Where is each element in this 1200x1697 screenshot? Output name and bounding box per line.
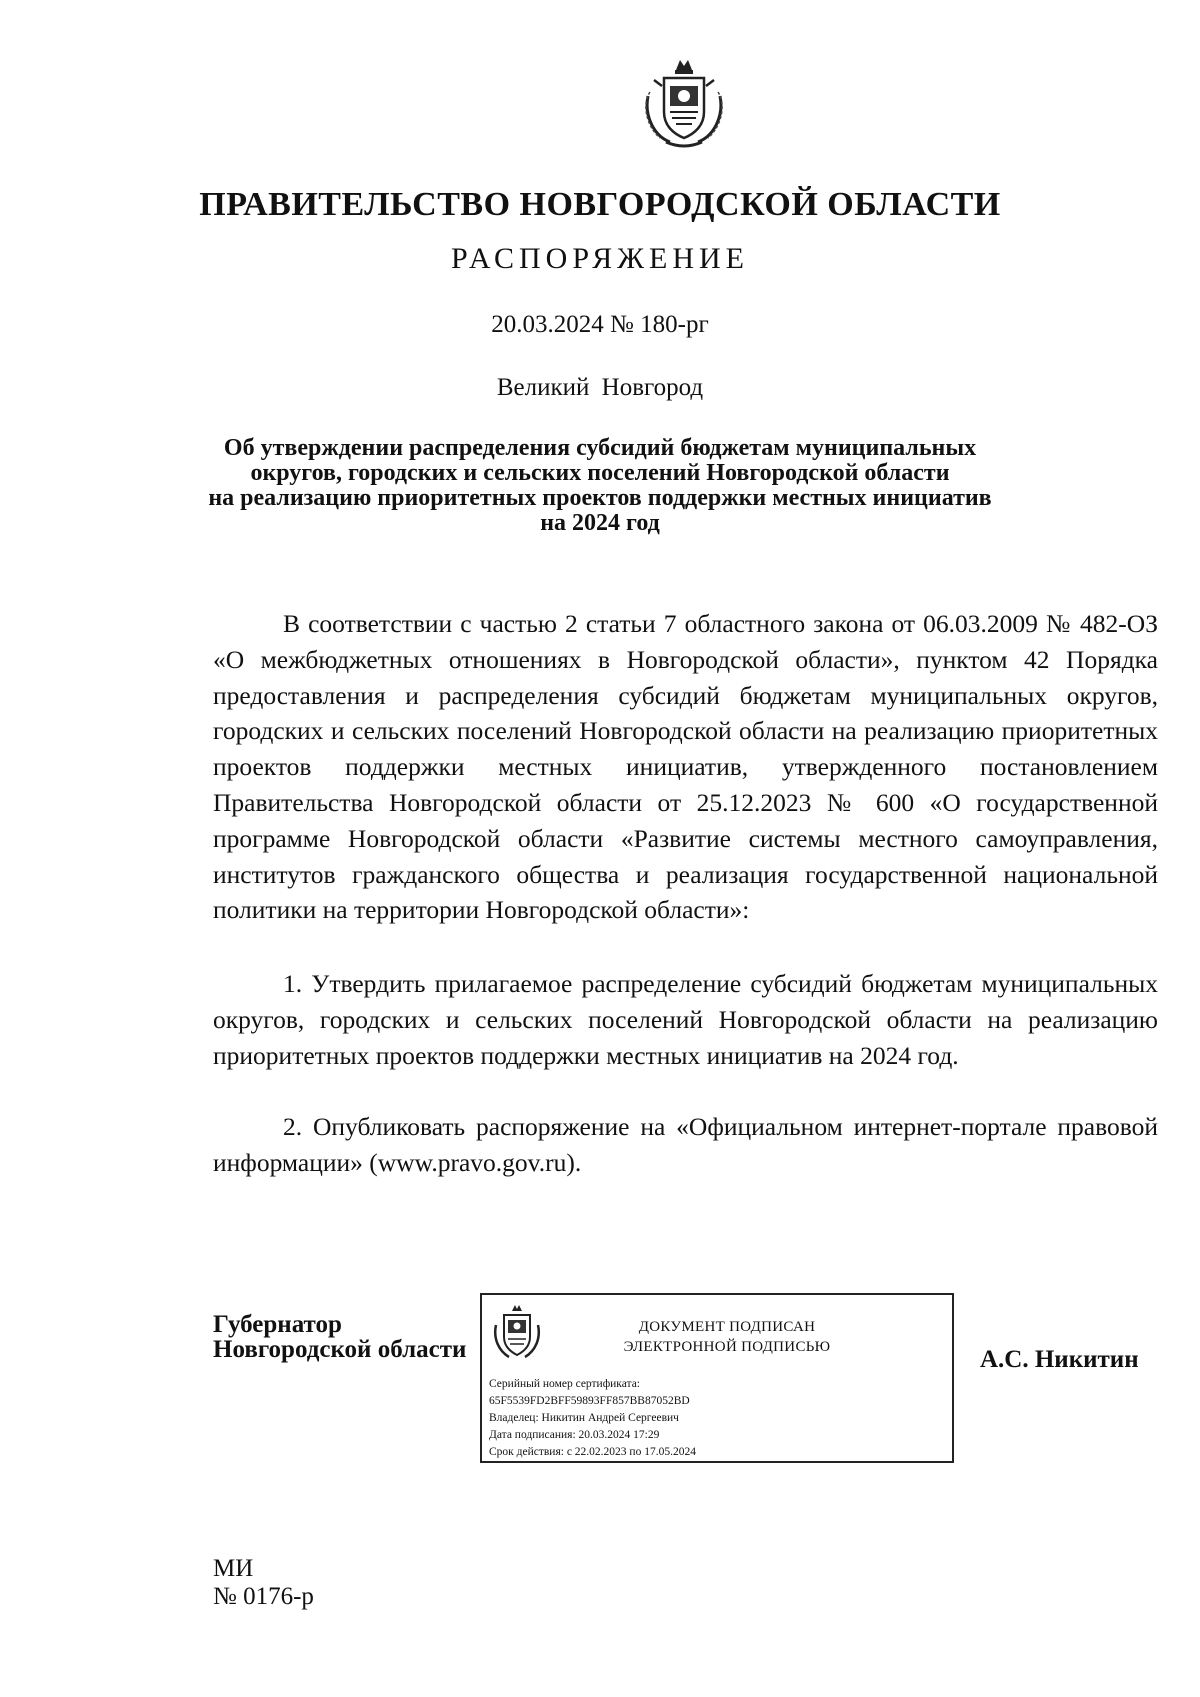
stamp-details bbox=[489, 1376, 696, 1461]
footer-initials: МИ bbox=[213, 1555, 254, 1582]
stamp-heading-line: ДОКУМЕНТ ПОДПИСАН bbox=[638, 1319, 816, 1335]
position-line: Новгородской области bbox=[213, 1336, 467, 1363]
stamp-cert-label: Серийный номер сертификата: bbox=[489, 1378, 640, 1390]
position-line: Губернатор bbox=[213, 1311, 342, 1338]
stamp-validity: Срок действия: с 22.02.2023 по 17.05.2024 bbox=[489, 1446, 696, 1458]
signatory-name: А.С. Никитин bbox=[980, 1346, 1139, 1373]
footer-reference bbox=[213, 1555, 314, 1611]
document-title bbox=[0, 436, 1200, 536]
stamp-signed-date: Дата подписания: 20.03.2024 17:29 bbox=[489, 1429, 660, 1441]
item-1-text: 1. Утвердить прилагаемое распределение субсидий бюджетам муниципальных округов, городских и сельских поселений Новгородской области на реализацию приоритетных проектов поддержки местных инициатив на 2024 год. bbox=[213, 969, 1158, 1070]
stamp-cert-serial: 65F5539FD2BFF59893FF857BB87052BD bbox=[489, 1395, 690, 1407]
coat-of-arms-icon bbox=[640, 56, 728, 152]
title-line: Об утверждении распределения субсидий бюджетам муниципальных bbox=[223, 435, 977, 461]
document-city: Великий Новгород bbox=[496, 374, 704, 401]
document-date-number: 20.03.2024 № 180-рг bbox=[491, 311, 709, 338]
preamble-text: В соответствии с частью 2 статьи 7 областного закона от 06.03.2009 № 482-ОЗ «О межбюджетных отношениях в Новгородской области», пунктом 42 Порядка предоставления и распределения субсидий бюджетам муниципальных округов, городских и сельских поселений Новгородской области на реализацию приоритетных проектов поддержки местных инициатив, утвержденного постановлением Правительства Новгородской области от 25.12.2023 № 600 «О государственной программе Новгородской области «Развитие системы местного самоуправления, институтов гражданского общества и реализация государственной национальной политики на территории Новгородской области»: bbox=[213, 609, 1158, 925]
stamp-heading-line: ЭЛЕКТРОННОЙ ПОДПИСЬЮ bbox=[623, 1339, 831, 1355]
preamble-paragraph bbox=[213, 606, 1158, 928]
signatory-position bbox=[213, 1312, 466, 1362]
title-line: округов, городских и сельских поселений Новгородской области bbox=[250, 460, 950, 486]
item-1-paragraph bbox=[213, 966, 1158, 1073]
title-line: на реализацию приоритетных проектов поддержки местных инициатив bbox=[208, 485, 992, 511]
stamp-owner: Владелец: Никитин Андрей Сергеевич bbox=[489, 1412, 679, 1424]
electronic-signature-stamp bbox=[480, 1293, 954, 1463]
item-2-paragraph bbox=[213, 1109, 1158, 1181]
footer-doc-number: № 0176-р bbox=[213, 1583, 314, 1610]
item-2-text: 2. Опубликовать распоряжение на «Официальном интернет-портале правовой информации» (www.pravo.gov.ru). bbox=[213, 1112, 1158, 1177]
stamp-heading bbox=[562, 1317, 892, 1357]
coat-of-arms-icon bbox=[492, 1303, 542, 1361]
document-type: РАСПОРЯЖЕНИЕ bbox=[450, 242, 750, 275]
organization-name: ПРАВИТЕЛЬСТВО НОВГОРОДСКОЙ ОБЛАСТИ bbox=[199, 186, 1001, 223]
title-line: на 2024 год bbox=[540, 510, 660, 536]
